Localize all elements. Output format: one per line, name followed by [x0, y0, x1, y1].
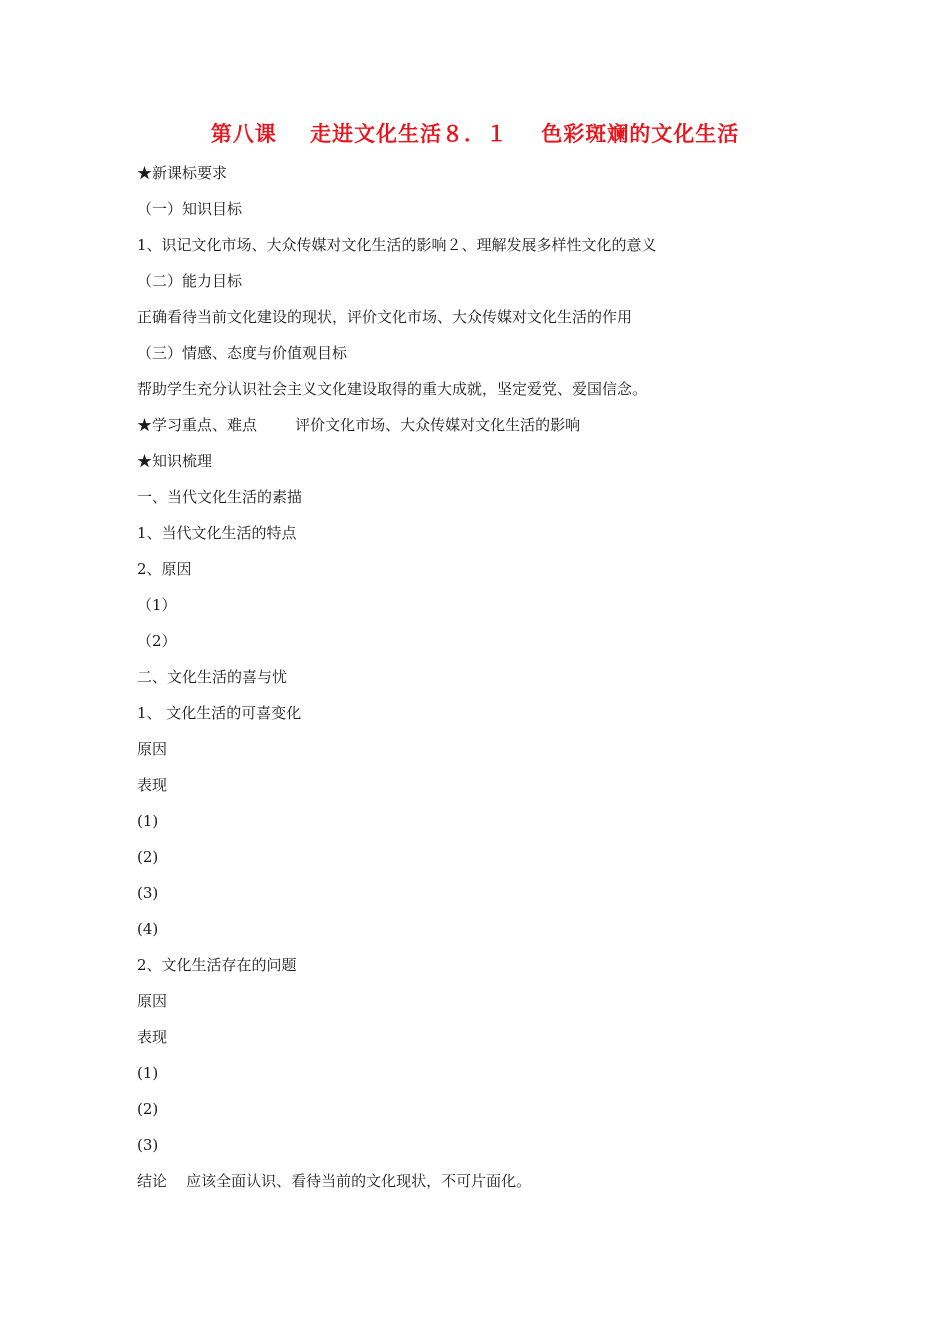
outline-item: 原因: [137, 992, 168, 1010]
outline-item: (3): [137, 884, 159, 902]
outline-item: 1、当代文化生活的特点: [137, 524, 297, 542]
paragraph-line: 1、识记文化市场、大众传媒对文化生活的影响２、理解发展多样性文化的意义: [137, 236, 657, 254]
section-heading-key-points: ★学习重点、难点 评价文化市场、大众传媒对文化生活的影响: [137, 416, 581, 434]
outline-item: (2): [137, 1100, 159, 1118]
outline-item: (1): [137, 1064, 159, 1082]
section-heading-requirements: ★新课标要求: [137, 164, 228, 182]
conclusion-line: 结论 应该全面认识、看待当前的文化现状，不可片面化。: [137, 1172, 532, 1190]
document-body: [137, 160, 837, 1204]
outline-item: （2）: [137, 632, 177, 650]
subheading-ability-goals: （二）能力目标: [137, 272, 243, 290]
subheading-attitude-goals: （三）情感、态度与价值观目标: [137, 344, 348, 362]
outline-heading: 二、文化生活的喜与忧: [137, 668, 288, 686]
document-title: 第八课 走进文化生活８．１ 色彩斑斓的文化生活: [210, 121, 740, 146]
paragraph-line: 帮助学生充分认识社会主义文化建设取得的重大成就，坚定爱党、爱国信念。: [137, 380, 648, 398]
outline-item: 原因: [137, 740, 168, 758]
outline-item: (3): [137, 1136, 159, 1154]
outline-item: 表现: [137, 776, 168, 794]
subheading-knowledge-goals: （一）知识目标: [137, 200, 243, 218]
outline-heading: 一、当代文化生活的素描: [137, 488, 303, 506]
outline-item: 2、原因: [137, 560, 192, 578]
outline-item: (4): [137, 920, 159, 938]
section-heading-knowledge-outline: ★知识梳理: [137, 452, 213, 470]
paragraph-line: 正确看待当前文化建设的现状，评价文化市场、大众传媒对文化生活的作用: [137, 308, 633, 326]
outline-item: (1): [137, 812, 159, 830]
outline-item: (2): [137, 848, 159, 866]
outline-item: 1、 文化生活的可喜变化: [137, 704, 302, 722]
outline-item: 表现: [137, 1028, 168, 1046]
outline-item: （1）: [137, 596, 177, 614]
outline-item: 2、文化生活存在的问题: [137, 956, 297, 974]
